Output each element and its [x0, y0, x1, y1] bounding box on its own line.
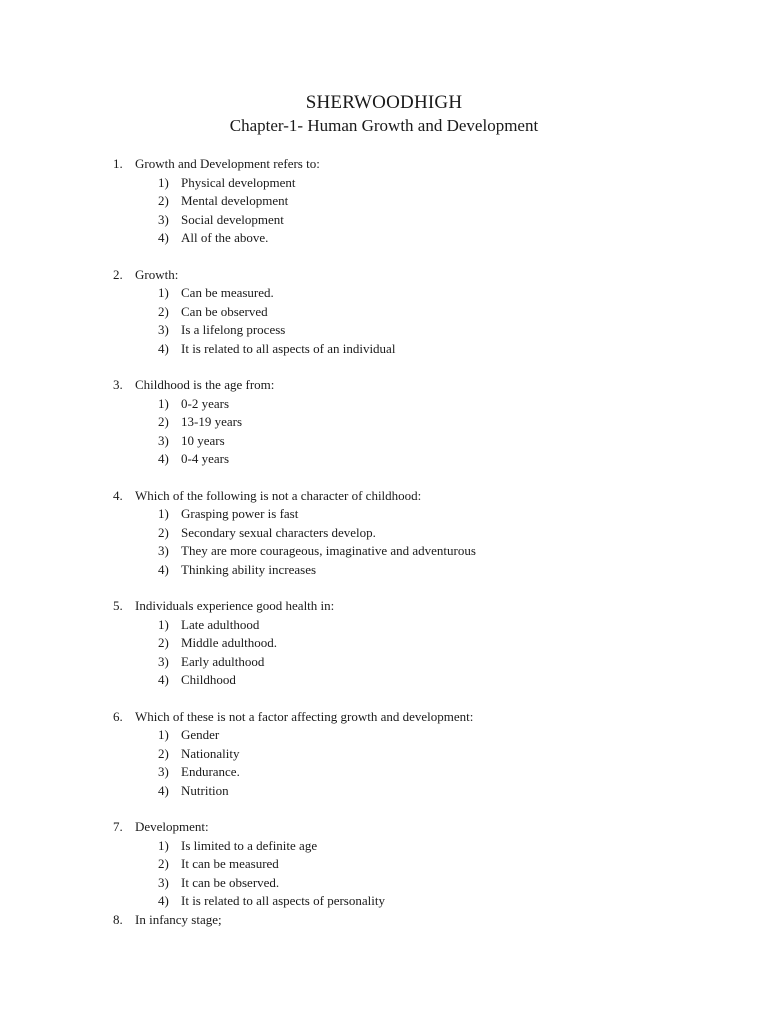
option-text: Grasping power is fast: [181, 506, 299, 521]
option-text: Secondary sexual characters develop.: [181, 524, 376, 540]
option-item: [113, 505, 673, 524]
option-item: [113, 432, 673, 451]
question-text: In infancy stage;: [135, 911, 222, 927]
option-item: [113, 340, 673, 359]
option-number: 1): [158, 174, 169, 190]
option-item: [113, 634, 673, 653]
option-item: [113, 211, 673, 230]
option-number: 4): [158, 230, 169, 245]
option-number: 2): [158, 303, 169, 319]
question-number: 6.: [113, 708, 123, 724]
option-item: [113, 542, 673, 561]
option-list: [113, 726, 673, 800]
option-number: 4): [158, 893, 169, 908]
question-text: Development:: [135, 819, 209, 834]
option-text: Thinking ability increases: [181, 561, 317, 577]
option-number: 4): [158, 451, 169, 466]
option-text: Gender: [181, 727, 220, 742]
option-text: It is related to all aspects of an individual: [181, 340, 396, 356]
question-number: 8.: [113, 911, 123, 927]
option-number: 2): [158, 856, 169, 871]
option-text: 10 years: [181, 432, 225, 448]
option-number: 1): [158, 285, 169, 300]
option-text: Social development: [181, 211, 284, 227]
option-item: [113, 395, 673, 414]
option-item: [113, 174, 673, 193]
option-number: 2): [158, 745, 169, 761]
question-number: 1.: [113, 156, 123, 171]
option-text: 13-19 years: [181, 414, 243, 429]
question-5: [113, 597, 673, 690]
option-item: [113, 413, 673, 432]
option-text: Physical development: [181, 174, 296, 190]
option-number: 3): [158, 211, 169, 227]
option-item: [113, 763, 673, 782]
question-2: [113, 266, 673, 359]
option-number: 3): [158, 432, 169, 448]
option-number: 3): [158, 543, 169, 558]
question-text: Growth and Development refers to:: [135, 156, 320, 171]
option-number: 1): [158, 395, 169, 411]
question-6: [113, 708, 673, 801]
option-text: It is related to all aspects of personality: [181, 893, 385, 908]
option-text: 0-4 years: [181, 451, 230, 466]
question-4: [113, 487, 673, 580]
option-number: 3): [158, 874, 169, 890]
question-7: [113, 818, 673, 911]
option-item: [113, 450, 673, 469]
option-number: 3): [158, 322, 169, 337]
option-item: [113, 561, 673, 580]
option-item: [113, 874, 673, 893]
option-item: [113, 284, 673, 303]
question-list: [113, 155, 673, 929]
option-text: They are more courageous, imaginative and adventurous: [181, 543, 476, 558]
option-number: 2): [158, 193, 169, 208]
option-text: 0-2 years: [181, 395, 230, 411]
option-text: Mental development: [181, 193, 289, 208]
question-number: 3.: [113, 377, 123, 392]
option-number: 1): [158, 506, 169, 521]
option-text: It can be measured: [181, 856, 279, 871]
option-text: It can be observed.: [181, 874, 280, 890]
option-number: 1): [158, 837, 169, 853]
option-item: [113, 726, 673, 745]
chapter-title: Chapter-1- Human Growth and Development: [229, 116, 539, 135]
option-text: Is limited to a definite age: [181, 837, 318, 853]
option-list: [113, 395, 673, 469]
question-8: [113, 911, 673, 930]
option-item: [113, 745, 673, 764]
option-number: 2): [158, 414, 169, 429]
option-text: Endurance.: [181, 764, 240, 779]
option-item: [113, 892, 673, 911]
question-number: 7.: [113, 819, 123, 834]
option-list: [113, 616, 673, 690]
option-item: [113, 192, 673, 211]
question-number: 2.: [113, 266, 123, 282]
option-number: 4): [158, 561, 169, 577]
option-list: [113, 174, 673, 248]
option-number: 2): [158, 524, 169, 540]
option-number: 4): [158, 672, 169, 687]
option-item: [113, 321, 673, 340]
option-number: 4): [158, 340, 169, 356]
option-text: Early adulthood: [181, 653, 265, 669]
option-item: [113, 229, 673, 248]
option-number: 1): [158, 727, 169, 742]
option-number: 2): [158, 635, 169, 650]
option-text: Childhood: [181, 672, 236, 687]
option-text: All of the above.: [181, 230, 269, 245]
option-number: 3): [158, 764, 169, 779]
option-text: Nutrition: [181, 782, 229, 798]
option-item: [113, 616, 673, 635]
question-text: Which of the following is not a character of childhood:: [135, 487, 422, 503]
option-item: [113, 855, 673, 874]
school-title: SHERWOODHIGH: [305, 92, 463, 113]
option-item: [113, 782, 673, 801]
option-item: [113, 303, 673, 322]
option-item: [113, 524, 673, 543]
option-number: 1): [158, 616, 169, 632]
option-text: Nationality: [181, 745, 240, 761]
option-list: [113, 284, 673, 358]
option-text: Is a lifelong process: [181, 322, 286, 337]
option-item: [113, 653, 673, 672]
question-text: Growth:: [135, 266, 179, 282]
option-list: [113, 505, 673, 579]
question-text: Individuals experience good health in:: [135, 598, 335, 613]
question-text: Childhood is the age from:: [135, 377, 275, 392]
question-3: [113, 376, 673, 469]
option-text: Middle adulthood.: [181, 635, 278, 650]
option-list: [113, 837, 673, 911]
option-text: Can be measured.: [181, 285, 274, 300]
question-1: [113, 155, 673, 248]
option-text: Can be observed: [181, 303, 268, 319]
question-number: 5.: [113, 598, 123, 613]
option-number: 3): [158, 653, 169, 669]
option-number: 4): [158, 782, 169, 798]
option-text: Late adulthood: [181, 616, 260, 632]
question-text: Which of these is not a factor affecting growth and development:: [135, 708, 474, 724]
option-item: [113, 837, 673, 856]
option-item: [113, 671, 673, 690]
question-number: 4.: [113, 487, 123, 503]
